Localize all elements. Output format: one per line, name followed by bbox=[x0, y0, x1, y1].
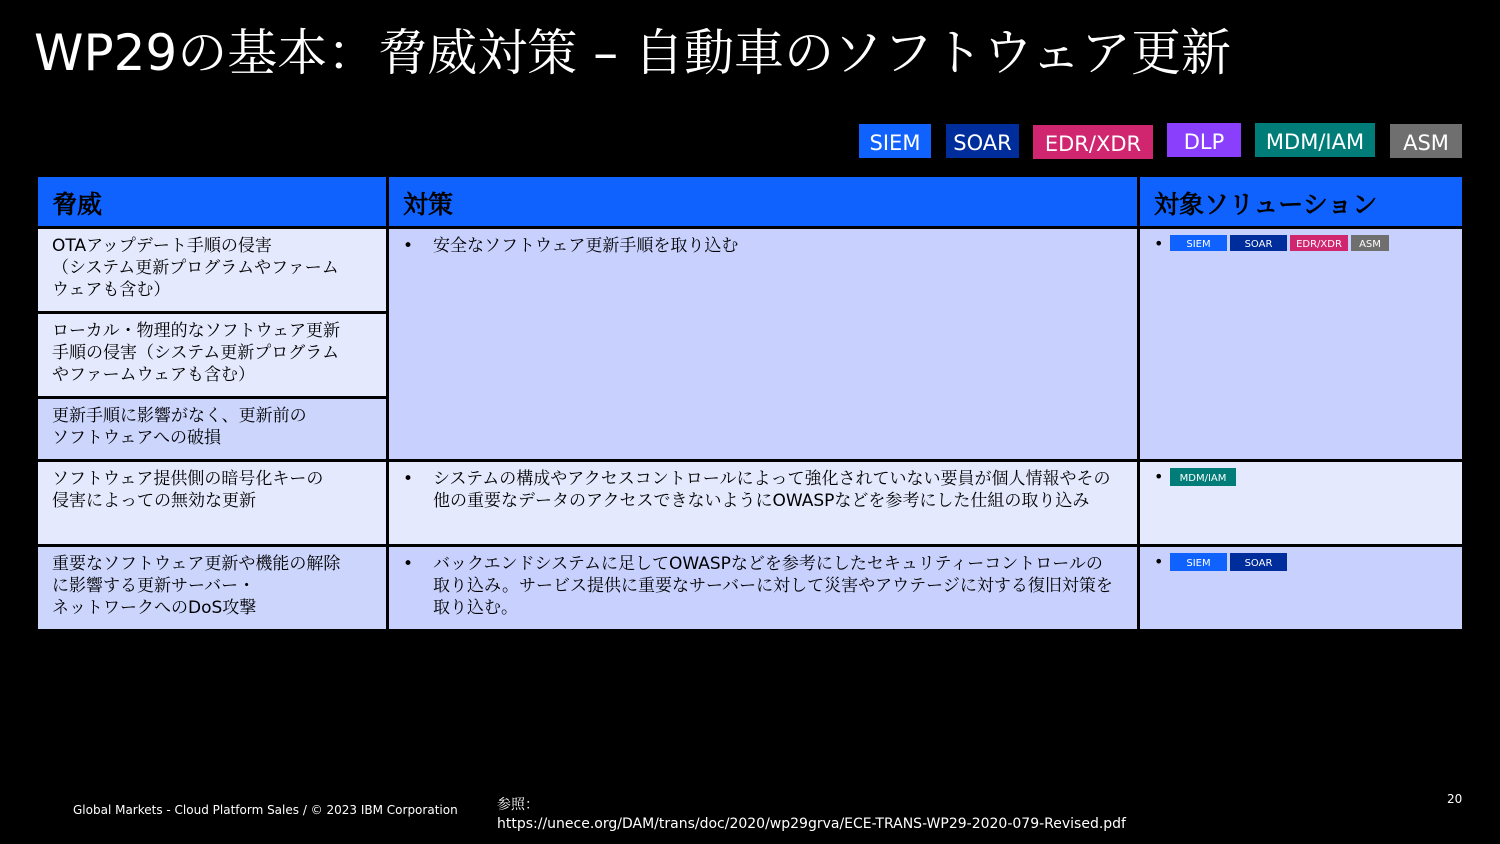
solution-legend bbox=[0, 124, 1500, 160]
measure-bullet: • システムの構成やアクセスコントロールによって強化されていない要員が個人情報やその他の重要なデータのアクセスできないようにOWASPなどを参考にした仕組の取り込み bbox=[403, 468, 1117, 512]
solutions-cell bbox=[1139, 546, 1464, 631]
measure-cell bbox=[388, 228, 1139, 461]
legend-chip-edr-xdr: EDR/XDR bbox=[1033, 125, 1153, 159]
legend-chip-soar: SOAR bbox=[946, 124, 1019, 158]
threat-cell: 更新手順に影響がなく、更新前の ソフトウェアへの破損 bbox=[37, 398, 388, 461]
solution-chip-list bbox=[1154, 235, 1442, 255]
table-header-row bbox=[37, 176, 1464, 228]
table-row bbox=[37, 461, 1464, 546]
solutions-cell bbox=[1139, 228, 1464, 461]
solutions-cell bbox=[1139, 461, 1464, 546]
legend-chip-asm: ASM bbox=[1390, 124, 1462, 158]
solution-chip-list bbox=[1154, 468, 1442, 488]
solution-chip-mdm-iam: MDM/IAM bbox=[1170, 468, 1236, 486]
legend-chip-mdm-iam: MDM/IAM bbox=[1255, 123, 1375, 157]
measure-cell bbox=[388, 461, 1139, 546]
threat-cell: OTAアップデート手順の侵害 （システム更新プログラムやファーム ウェアも含む） bbox=[37, 228, 388, 313]
measure-bullet: • バックエンドシステムに足してOWASPなどを参考にしたセキュリティーコントロールの取り込み。サービス提供に重要なサーバーに対して災害やアウテージに対する復旧対策を取り込む。 bbox=[403, 553, 1117, 619]
footer-reference bbox=[497, 796, 1126, 834]
reference-label: 参照： bbox=[497, 797, 539, 813]
page-title: WP29の基本：脅威対策 – 自動車のソフトウェア更新 bbox=[34, 24, 1231, 82]
solution-chip-asm: ASM bbox=[1351, 235, 1389, 251]
header-solutions: 対象ソリューション bbox=[1139, 176, 1464, 228]
solution-chip-siem: SIEM bbox=[1170, 235, 1227, 251]
solution-chip-siem: SIEM bbox=[1170, 553, 1227, 571]
table-row bbox=[37, 546, 1464, 631]
table-row bbox=[37, 228, 1464, 313]
legend-chip-dlp: DLP bbox=[1167, 123, 1241, 157]
threat-measure-table bbox=[35, 174, 1465, 632]
solution-chip-edr-xdr: EDR/XDR bbox=[1290, 235, 1348, 251]
solution-chip-soar: SOAR bbox=[1230, 235, 1287, 251]
reference-url[interactable]: https://unece.org/DAM/trans/doc/2020/wp29grva/ECE-TRANS-WP29-2020-079-Revised.pdf bbox=[497, 816, 1126, 832]
threat-cell: ソフトウェア提供側の暗号化キーの 侵害によっての無効な更新 bbox=[37, 461, 388, 546]
measure-bullet: • 安全なソフトウェア更新手順を取り込む bbox=[403, 235, 1117, 257]
solution-chip-soar: SOAR bbox=[1230, 553, 1287, 571]
header-threat: 脅威 bbox=[37, 176, 388, 228]
footer-copyright: Global Markets - Cloud Platform Sales / © 2023 IBM Corporation bbox=[73, 803, 458, 817]
page-number: 20 bbox=[1447, 792, 1463, 806]
header-measure: 対策 bbox=[388, 176, 1139, 228]
solution-chip-list bbox=[1154, 553, 1442, 573]
threat-cell: 重要なソフトウェア更新や機能の解除 に影響する更新サーバー・ ネットワークへのDoS攻撃 bbox=[37, 546, 388, 631]
measure-cell bbox=[388, 546, 1139, 631]
threat-cell: ローカル・物理的なソフトウェア更新 手順の侵害（システム更新プログラム やファームウェアも含む） bbox=[37, 313, 388, 398]
legend-chip-siem: SIEM bbox=[859, 124, 931, 158]
